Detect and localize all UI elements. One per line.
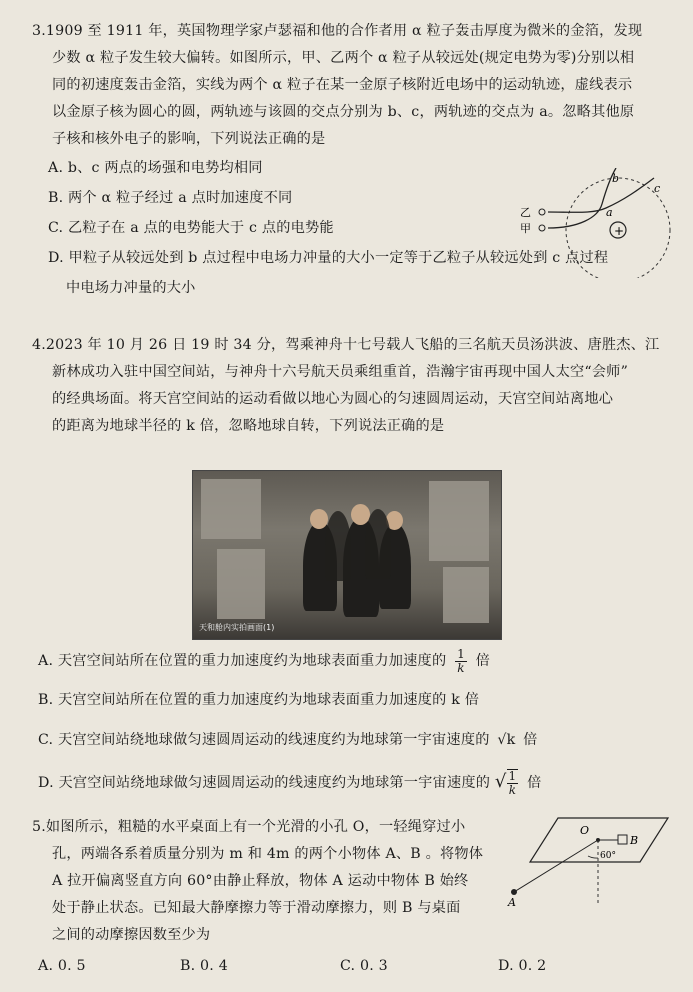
photo-panel: [201, 479, 261, 539]
question-3-line: 子核和核外电子的影响，下列说法正确的是: [52, 131, 326, 147]
label-a: A: [508, 896, 516, 909]
alpha-scattering-diagram: [518, 168, 678, 278]
rope-to-a: [514, 840, 598, 892]
question-5: [32, 814, 483, 949]
question-4-options: [32, 642, 541, 805]
photo-caption: 天和舱内实拍画面(1): [199, 623, 275, 632]
fraction-denominator: k: [508, 783, 517, 797]
table-pulley-diagram: [500, 800, 670, 910]
block-b: [618, 835, 627, 844]
option-a-suffix: 倍: [475, 653, 491, 669]
label-jia: 甲: [520, 222, 531, 235]
question-4-line: 4.2023 年 10 月 26 日 19 时 34 分，驾乘神舟十七号载人飞船的三名航天员汤洪波、唐胜杰、江: [32, 337, 660, 353]
option-d-suffix: 倍: [527, 775, 542, 791]
question-4-line: 的经典场面。将天宫空间站的运动看做以地心为圆心的匀速圆周运动，天宫空间站离地心: [52, 391, 614, 407]
option-c: C. 乙粒子在 a 点的电势能大于 c 点的电势能: [48, 220, 334, 236]
fraction-denominator: k: [457, 660, 465, 675]
question-4-line: 新林成功入驻中国空间站，与神舟十六号航天员乘组重首，浩瀚宇宙再现中国人太空“会师”: [52, 364, 629, 380]
option-a: [32, 642, 541, 680]
question-3-line: 少数 α 粒子发生较大偏转。如图所示，甲、乙两个 α 粒子从较远处(规定电势为零)分别以相: [52, 50, 635, 66]
option-d: D. 0. 2: [498, 958, 547, 974]
option-c: [32, 720, 541, 760]
option-b: B. 天宫空间站所在位置的重力加速度约为地球表面重力加速度的 k 倍: [38, 692, 480, 708]
particle-jia: [539, 225, 545, 231]
label-b: B: [630, 834, 639, 847]
question-5-line: 5.如图所示，粗糙的水平桌面上有一个光滑的小孔 O，一轻绳穿过小: [32, 819, 466, 835]
astronaut: [325, 511, 351, 581]
fraction-numerator: 1: [457, 646, 465, 661]
space-station-photo: [192, 470, 502, 640]
option-d-continued: 中电场力冲量的大小: [66, 280, 196, 296]
label-yi: 乙: [520, 206, 531, 219]
angle-arc: [588, 856, 598, 858]
photo-panel: [443, 567, 489, 623]
sqrt-fraction: [507, 769, 519, 797]
label-c: c: [654, 182, 661, 195]
option-d-text: D. 天宫空间站绕地球做匀速圆周运动的线速度约为地球第一宇宙速度的: [38, 775, 491, 791]
trajectory-jia: [548, 168, 616, 228]
option-c: C. 0. 3: [340, 958, 388, 974]
photo-panel: [217, 549, 265, 619]
option-b: B. 0. 4: [180, 958, 228, 974]
photo-panel: [429, 481, 489, 561]
fraction-one-over-k: [455, 648, 467, 675]
option-a-text: A. 天宫空间站所在位置的重力加速度约为地球表面重力加速度的: [38, 653, 447, 669]
question-3-line: 以金原子核为圆心的圆，两轨迹与该圆的交点分别为 b、c，两轨迹的交点为 a。忽略其他原: [52, 104, 635, 120]
question-4-line: 的距离为地球半径的 k 倍，忽略地球自转，下列说法正确的是: [52, 418, 445, 434]
option-b: B. 两个 α 粒子经过 a 点时加速度不同: [48, 190, 293, 206]
option-c-text: C. 天宫空间站绕地球做匀速圆周运动的线速度约为地球第一宇宙速度的: [38, 732, 490, 748]
option-d: D. 天宫空间站绕地球做匀速圆周运动的线速度约为地球第一宇宙速度的 √ $\frac{1}{k}$ 倍: [38, 769, 542, 797]
astronaut-head: [310, 509, 328, 529]
astronaut: [365, 509, 391, 579]
label-b: b: [612, 172, 620, 185]
particle-yi: [539, 209, 545, 215]
fraction-numerator: 1: [508, 769, 517, 783]
object-a: [511, 889, 517, 895]
label-o: O: [580, 824, 590, 837]
question-5-line: 之间的动摩擦因数至少为: [52, 927, 211, 943]
question-5-line: 孔，两端各系着质量分别为 m 和 4m 的两个小物体 A、B 。将物体: [52, 846, 484, 862]
label-a: a: [606, 206, 613, 219]
option-d: D. 甲粒子从较远处到 b 点过程中电场力冲量的大小一定等于乙粒子从较远处到 c 点过程: [48, 250, 609, 266]
option-a: A. 0. 5: [38, 958, 86, 974]
question-5-line: A 拉开偏离竖直方向 60°由静止释放，物体 A 运动中物体 B 始终: [52, 873, 469, 889]
nucleus-plus-label: +: [614, 224, 625, 238]
question-4: [32, 332, 659, 440]
label-angle: 60°: [600, 851, 616, 861]
option-c-suffix: 倍: [523, 732, 538, 748]
question-5-line: 处于静止状态。已知最大静摩擦力等于滑动摩擦力，则 B 与桌面: [52, 900, 461, 916]
option-a: A. b、c 两点的场强和电势均相同: [48, 160, 263, 176]
question-3-line: 同的初速度轰击金箔，实线为两个 α 粒子在某一金原子核附近电场中的运动轨迹，虚线表示: [52, 77, 633, 93]
question-3-line: 3.1909 至 1911 年，英国物理学家卢瑟福和他的合作者用 α 粒子轰击厚度为微米的金箔，发现: [32, 23, 643, 39]
sqrt-k: √k: [497, 732, 516, 748]
